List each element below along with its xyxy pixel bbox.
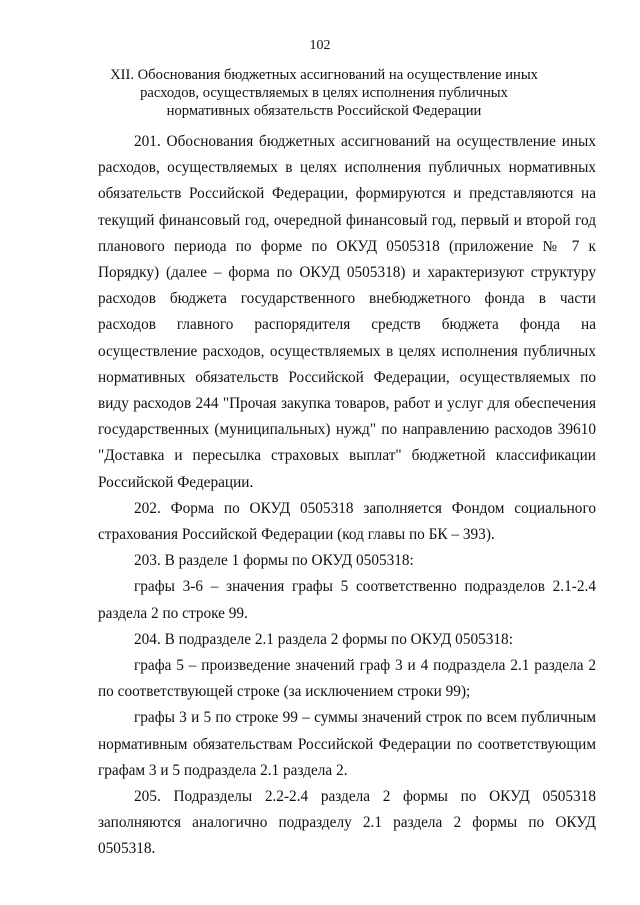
paragraph-204: 204. В подразделе 2.1 раздела 2 формы по ОКУД 0505318: (134, 630, 513, 648)
document-body (98, 129, 596, 863)
paragraph-203-item: графы 3-6 – значения графы 5 соответственно подразделов 2.1-2.4 раздела 2 по строке 99. (98, 578, 596, 622)
page-number: 102 (309, 38, 331, 53)
paragraph-205: 205. Подразделы 2.2-2.4 раздела 2 формы по ОКУД 0505318 заполняются аналогично подразделу 2.1 раздела 2 формы по ОКУД 0505318. (98, 788, 596, 858)
paragraph-204-item-2: графы 3 и 5 по строке 99 – суммы значений строк по всем публичным нормативным обязательствам Российской Федерации по соответствующим графам 3 и 5 подраздела 2.1 раздела 2. (98, 709, 596, 779)
paragraph-203: 203. В разделе 1 формы по ОКУД 0505318: (134, 552, 414, 570)
paragraph-201: 201. Обоснования бюджетных ассигнований на осуществление иных расходов, осуществляемых в целях исполнения публичных нормативных обязательств Российской Федерации, формируются и представляются на текущий финансовый год, очередной финансовый год, первый и второй год планового периода по форме по ОКУД 0505318 (приложение № 7 к Порядку) (далее – форма по ОКУД 0505318) и характеризуют структуру расходов бюджета государственного внебюджетного фонда в части расходов главного распорядителя средств бюджета фонда на осуществление расходов, осуществляемых в целях исполнения публичных нормативных обязательств Российской Федерации, осуществляемых по виду расходов 244 "Прочая закупка товаров, работ и услуг для обеспечения государственных (муниципальных) нужд" по направлению расходов 39610 "Доставка и пересылка страховых выплат" бюджетной классификации Российской Федерации. (98, 133, 596, 491)
section-heading: XII. Обоснования бюджетных ассигнований на осуществление иных расходов, осуществляемых в целях исполнения публичных нормативных обязательств Российской Федерации (110, 67, 538, 119)
paragraph-202: 202. Форма по ОКУД 0505318 заполняется Фондом социального страхования Российской Федерации (код главы по БК – 393). (98, 499, 596, 544)
paragraph-204-item-1: графа 5 – произведение значений граф 3 и 4 подраздела 2.1 раздела 2 по соответствующей строке (за исключением строки 99); (98, 657, 596, 701)
